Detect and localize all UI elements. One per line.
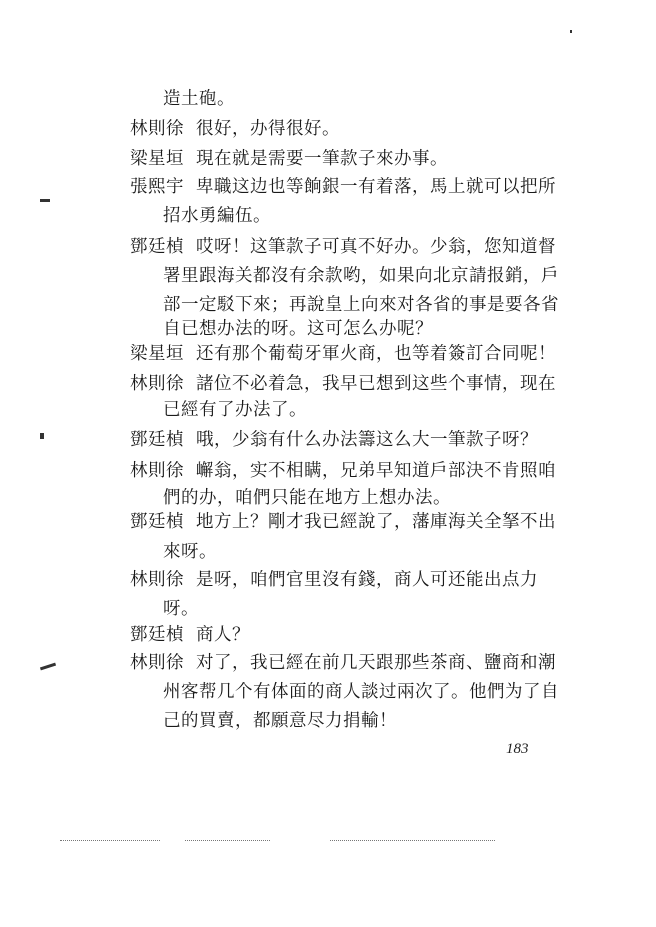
scan-mark — [570, 30, 572, 33]
line-text: 造土砲。 — [163, 89, 235, 109]
line-text: 呀。 — [163, 599, 199, 619]
line-text: 对了，我已經在前几天跟那些茶商、鹽商和潮 — [196, 653, 556, 673]
script-line — [130, 236, 556, 258]
scan-mark — [40, 663, 56, 671]
line-text: 是呀，咱們官里沒有錢，商人可还能出点力 — [196, 570, 538, 590]
speaker-name: 林則徐 — [130, 461, 184, 481]
speaker-name: 林則徐 — [130, 374, 184, 394]
speaker-name: 鄧廷楨 — [130, 430, 184, 450]
speaker-name: 鄧廷楨 — [130, 512, 184, 532]
script-line — [130, 373, 556, 395]
line-text: 招水勇編伍。 — [163, 206, 271, 226]
line-text: 己的買賣，都願意尽力捐輸！ — [163, 711, 397, 731]
script-line — [163, 487, 451, 509]
line-text: 署里跟海关都沒有余款哟，如果向北京請报銷，戶 — [163, 266, 559, 286]
scan-mark — [40, 433, 44, 439]
line-text: 部一定駁下來；再說皇上向來对各省的事是要各省 — [163, 295, 559, 315]
speaker-name: 林則徐 — [130, 653, 184, 673]
line-text: 已經有了办法了。 — [163, 400, 307, 420]
script-line — [163, 265, 559, 287]
script-line — [163, 541, 217, 563]
script-line — [163, 681, 559, 703]
line-text: 商人？ — [196, 625, 250, 645]
script-line — [130, 429, 538, 451]
speaker-name: 鄧廷楨 — [130, 237, 184, 257]
speaker-name: 林則徐 — [130, 570, 184, 590]
speaker-name: 張熙宇 — [130, 177, 184, 197]
line-text: 很好，办得很好。 — [196, 119, 340, 139]
script-line — [130, 460, 556, 482]
script-line — [163, 205, 271, 227]
scan-noise — [60, 840, 160, 842]
line-text: 嶰翁，实不相瞒，兄弟早知道戶部決不肯照咱 — [196, 461, 556, 481]
speaker-name: 林則徐 — [130, 119, 184, 139]
script-line — [163, 294, 559, 316]
script-line — [130, 652, 556, 674]
script-line — [163, 318, 433, 340]
script-line — [163, 399, 307, 421]
script-line — [163, 598, 199, 620]
script-line — [130, 569, 538, 591]
line-text: 地方上？剛才我已經說了，藩庫海关全拏不出 — [196, 512, 556, 532]
script-line — [130, 343, 556, 365]
page-number: 183 — [506, 741, 529, 757]
scan-mark — [40, 199, 50, 202]
speaker-name: 梁星垣 — [130, 344, 184, 364]
script-line — [130, 511, 556, 533]
line-text: 还有那个葡萄牙軍火商，也等着簽訂合同呢！ — [196, 344, 556, 364]
script-line — [130, 148, 448, 170]
script-line — [130, 624, 250, 646]
line-text: 州客帮几个有体面的商人談过兩次了。他們为了自 — [163, 682, 559, 702]
scan-noise — [185, 840, 270, 842]
script-line — [130, 176, 556, 198]
speaker-name: 梁星垣 — [130, 149, 184, 169]
line-text: 們的办，咱們只能在地方上想办法。 — [163, 488, 451, 508]
line-text: 現在就是需要一筆款子來办事。 — [196, 149, 448, 169]
line-text: 諸位不必着急，我早已想到这些个事情，现在 — [196, 374, 556, 394]
line-text: 卑職这边也等餉銀一有着落，馬上就可以把所 — [196, 177, 556, 197]
line-text: 來呀。 — [163, 542, 217, 562]
script-line — [163, 710, 397, 732]
line-text: 哎呀！这筆款子可真不好办。少翁，您知道督 — [196, 237, 556, 257]
line-text: 自已想办法的呀。这可怎么办呢？ — [163, 319, 433, 339]
script-line — [130, 118, 340, 140]
speaker-name: 鄧廷楨 — [130, 625, 184, 645]
scan-noise — [330, 840, 495, 842]
script-line — [163, 88, 235, 110]
line-text: 哦，少翁有什么办法籌这么大一筆款子呀？ — [196, 430, 538, 450]
